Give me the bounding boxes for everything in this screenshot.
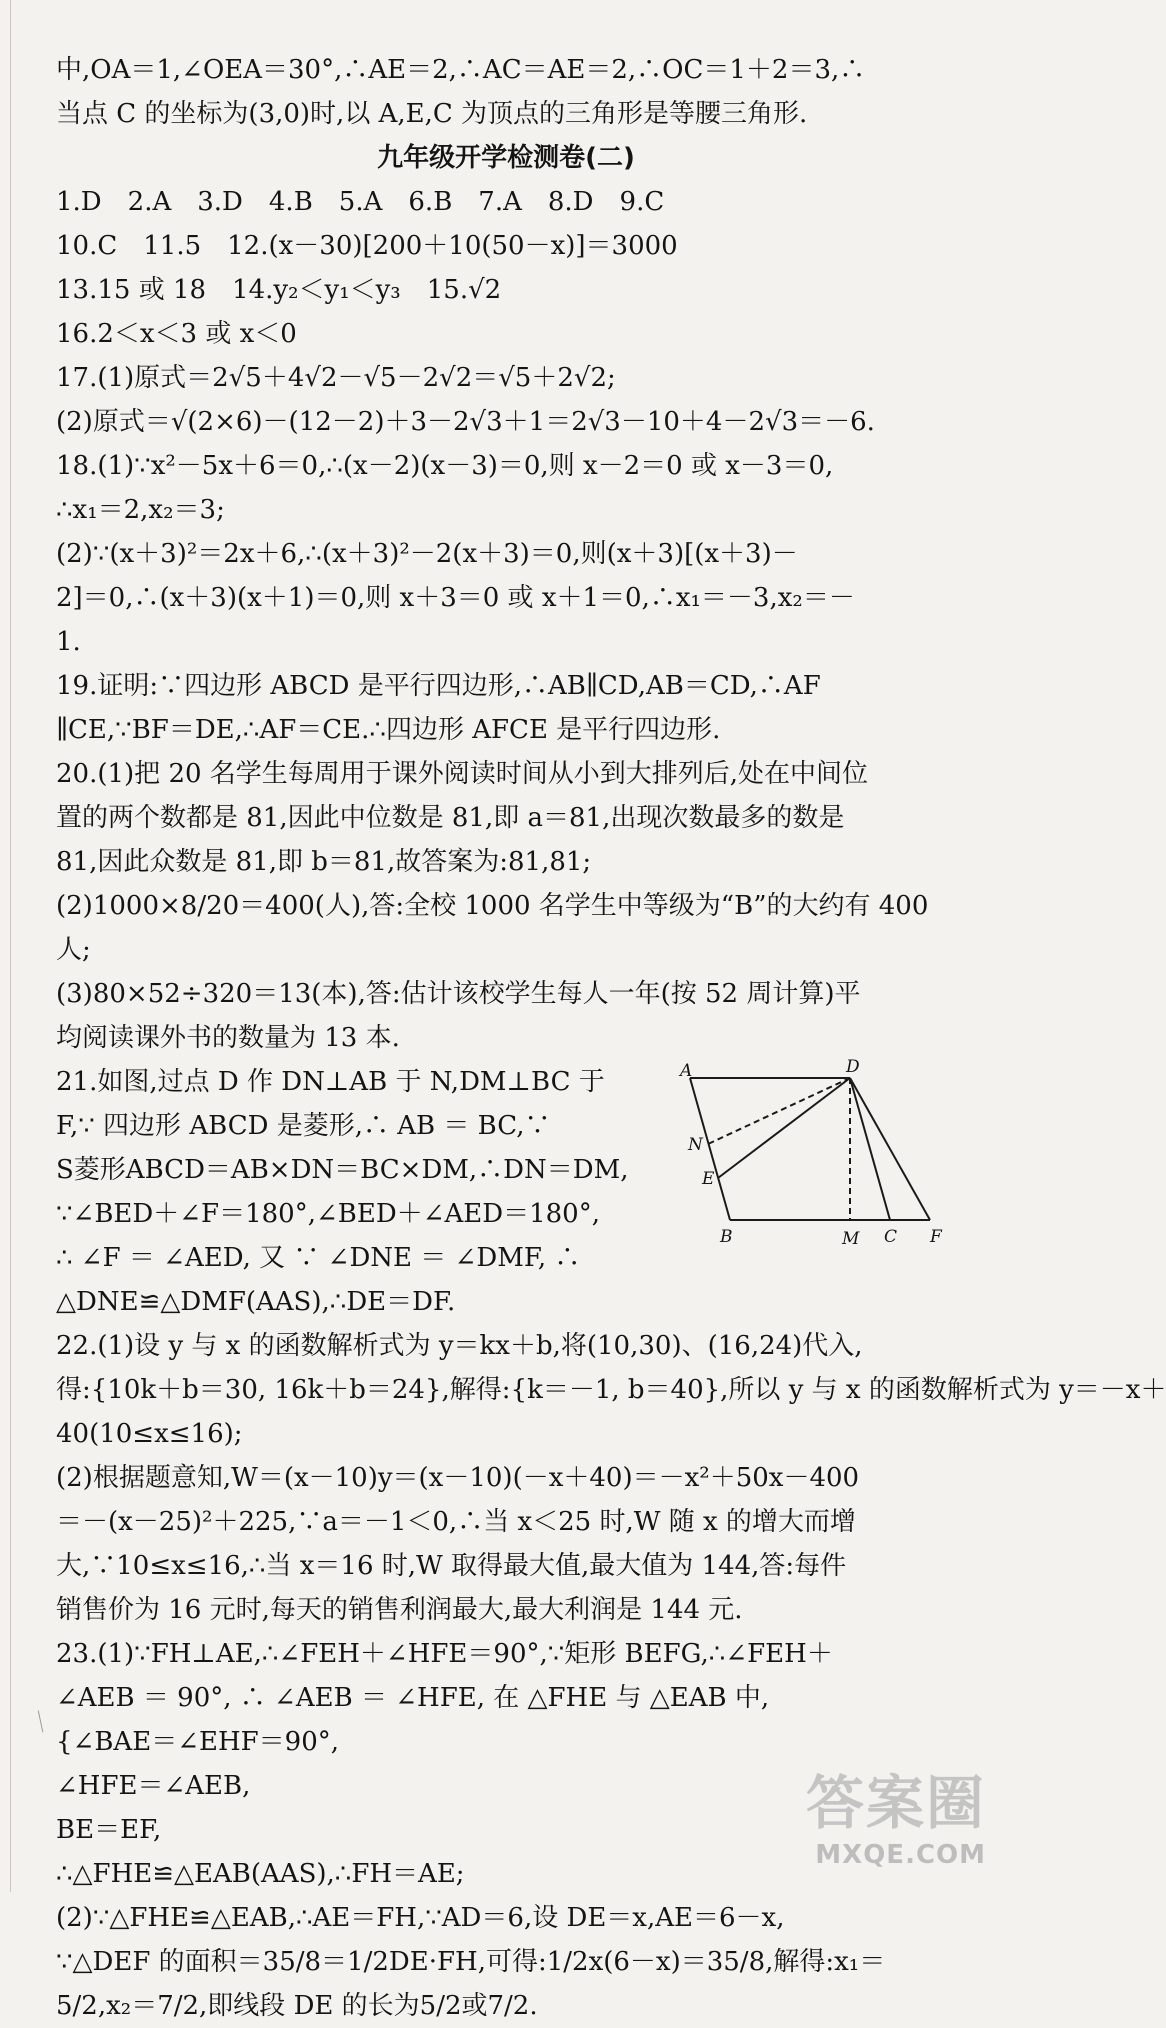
- answer-line: {∠BAE＝∠EHF＝90°,: [56, 1727, 340, 1757]
- answer-line: 81,因此众数是 81,即 b＝81,故答案为:81,81;: [56, 847, 592, 877]
- watermark-url: MXQE.COM: [815, 1840, 986, 1870]
- label-a: A: [680, 1061, 693, 1081]
- answer-line: S菱形ABCD＝AB×DN＝BC×DM,∴DN＝DM,: [56, 1155, 629, 1185]
- label-n: N: [688, 1135, 703, 1155]
- label-d: D: [846, 1057, 860, 1077]
- label-m: M: [842, 1229, 860, 1249]
- answer-line: 19.证明:∵四边形 ABCD 是平行四边形,∴AB∥CD,AB＝CD,∴AF: [56, 671, 821, 701]
- site-watermark: [806, 1756, 986, 1870]
- answer-line: 5/2,x₂＝7/2,即线段 DE 的长为5/2或7/2.: [56, 1991, 538, 2021]
- answer-line: 17.(1)原式＝2√5＋4√2－√5－2√2＝√5＋2√2;: [56, 363, 616, 393]
- answer-line: ∥CE,∵BF＝DE,∴AF＝CE.∴四边形 AFCE 是平行四边形.: [56, 715, 721, 745]
- answer-line: F,∵ 四边形 ABCD 是菱形,∴ AB ＝ BC,∵: [56, 1111, 551, 1141]
- label-c: C: [884, 1227, 898, 1247]
- answer-line: 21.如图,过点 D 作 DN⊥AB 于 N,DM⊥BC 于: [56, 1067, 605, 1097]
- answer-line: 13.15 或 18 14.y₂＜y₁＜y₃ 15.√2: [56, 275, 502, 305]
- answer-line: 20.(1)把 20 名学生每周用于课外阅读时间从小到大排列后,处在中间位: [56, 759, 869, 789]
- answer-line: ＝－(x－25)²＋225,∵a＝－1＜0,∴当 x＜25 时,W 随 x 的增大而增: [56, 1507, 856, 1537]
- answer-line: 得:{10k＋b＝30, 16k＋b＝24},解得:{k＝－1, b＝40},所以 y 与 x 的函数解析式为 y＝－x＋: [56, 1375, 1166, 1405]
- answer-line: (2)原式＝√(2×6)－(12－2)＋3－2√3＋1＝2√3－10＋4－2√3＝－6.: [56, 407, 875, 437]
- rhombus-figure: [680, 1057, 950, 1250]
- answer-line: ∵∠BED＋∠F＝180°,∠BED＋∠AED＝180°,: [56, 1199, 600, 1229]
- pen-mark: [38, 1710, 47, 1733]
- margin-rule: [10, 0, 11, 1892]
- answer-line: 16.2＜x＜3 或 x＜0: [56, 319, 297, 349]
- answer-line: 大,∵10≤x≤16,∴当 x＝16 时,W 取得最大值,最大值为 144,答:每件: [56, 1551, 847, 1581]
- answer-line: ∠HFE＝∠AEB,: [56, 1771, 251, 1801]
- watermark-logo: 答案圈: [805, 1769, 986, 1837]
- text-line: 当点 C 的坐标为(3,0)时,以 A,E,C 为顶点的三角形是等腰三角形.: [56, 99, 808, 129]
- answer-line: 1.: [56, 627, 81, 657]
- answer-line: BE＝EF,: [56, 1815, 162, 1845]
- answer-line: 均阅读课外书的数量为 13 本.: [56, 1023, 400, 1053]
- answer-line: 10.C 11.5 12.(x－30)[200＋10(50－x)]＝3000: [56, 231, 678, 261]
- answer-line: 40(10≤x≤16);: [56, 1419, 243, 1449]
- answer-line: (2)根据题意知,W＝(x－10)y＝(x－10)(－x＋40)＝－x²＋50x－400: [56, 1463, 860, 1493]
- answer-line: (2)∵△FHE≌△EAB,∴AE＝FH,∵AD＝6,设 DE＝x,AE＝6－x,: [56, 1903, 785, 1933]
- answer-line: 22.(1)设 y 与 x 的函数解析式为 y＝kx＋b,将(10,30)、(16,24)代入,: [56, 1331, 863, 1361]
- answer-content: [56, 48, 1166, 2028]
- answer-line: ∴ ∠F ＝ ∠AED, 又 ∵ ∠DNE ＝ ∠DMF, ∴: [56, 1243, 581, 1273]
- answer-line: ∠AEB ＝ 90°, ∴ ∠AEB ＝ ∠HFE, 在 △FHE 与 △EAB 中,: [56, 1683, 770, 1713]
- label-e: E: [702, 1169, 715, 1189]
- label-b: B: [720, 1227, 733, 1247]
- answer-line: 18.(1)∵x²－5x＋6＝0,∴(x－2)(x－3)＝0,则 x－2＝0 或 x－3＝0,: [56, 451, 834, 481]
- answer-line: ∴△FHE≌△EAB(AAS),∴FH＝AE;: [56, 1859, 465, 1889]
- answer-line: 2]＝0,∴(x＋3)(x＋1)＝0,则 x＋3＝0 或 x＋1＝0,∴x₁＝－3,x₂＝－: [56, 583, 855, 613]
- answer-line: 人;: [56, 935, 91, 965]
- section-title: 九年级开学检测卷(二): [377, 143, 635, 173]
- answer-line: (2)∵(x＋3)²＝2x＋6,∴(x＋3)²－2(x＋3)＝0,则(x＋3)[(x＋3)－: [56, 539, 798, 569]
- answer-line: 23.(1)∵FH⊥AE,∴∠FEH＋∠HFE＝90°,∵矩形 BEFG,∴∠FEH＋: [56, 1639, 833, 1669]
- answer-line: ∴x₁＝2,x₂＝3;: [56, 495, 225, 525]
- answer-line: △DNE≌△DMF(AAS),∴DE＝DF.: [56, 1287, 456, 1317]
- question-21-block: [56, 1057, 956, 1324]
- answer-line: (3)80×52÷320＝13(本),答:估计该校学生每人一年(按 52 周计算)平: [56, 979, 861, 1009]
- text-line: 中,OA＝1,∠OEA＝30°,∴AE＝2,∴AC＝AE＝2,∴OC＝1＋2＝3,∴: [56, 55, 866, 85]
- answer-line: ∵△DEF 的面积＝35/8＝1/2DE·FH,可得:1/2x(6－x)＝35/8,解得:x₁＝: [56, 1947, 886, 1977]
- answer-line: 1.D 2.A 3.D 4.B 5.A 6.B 7.A 8.D 9.C: [56, 187, 665, 217]
- label-f: F: [930, 1227, 942, 1247]
- answer-line: 置的两个数都是 81,因此中位数是 81,即 a＝81,出现次数最多的数是: [56, 803, 845, 833]
- answer-line: 销售价为 16 元时,每天的销售利润最大,最大利润是 144 元.: [56, 1595, 743, 1625]
- answer-line: (2)1000×8/20＝400(人),答:全校 1000 名学生中等级为“B”的大约有 400: [56, 891, 929, 921]
